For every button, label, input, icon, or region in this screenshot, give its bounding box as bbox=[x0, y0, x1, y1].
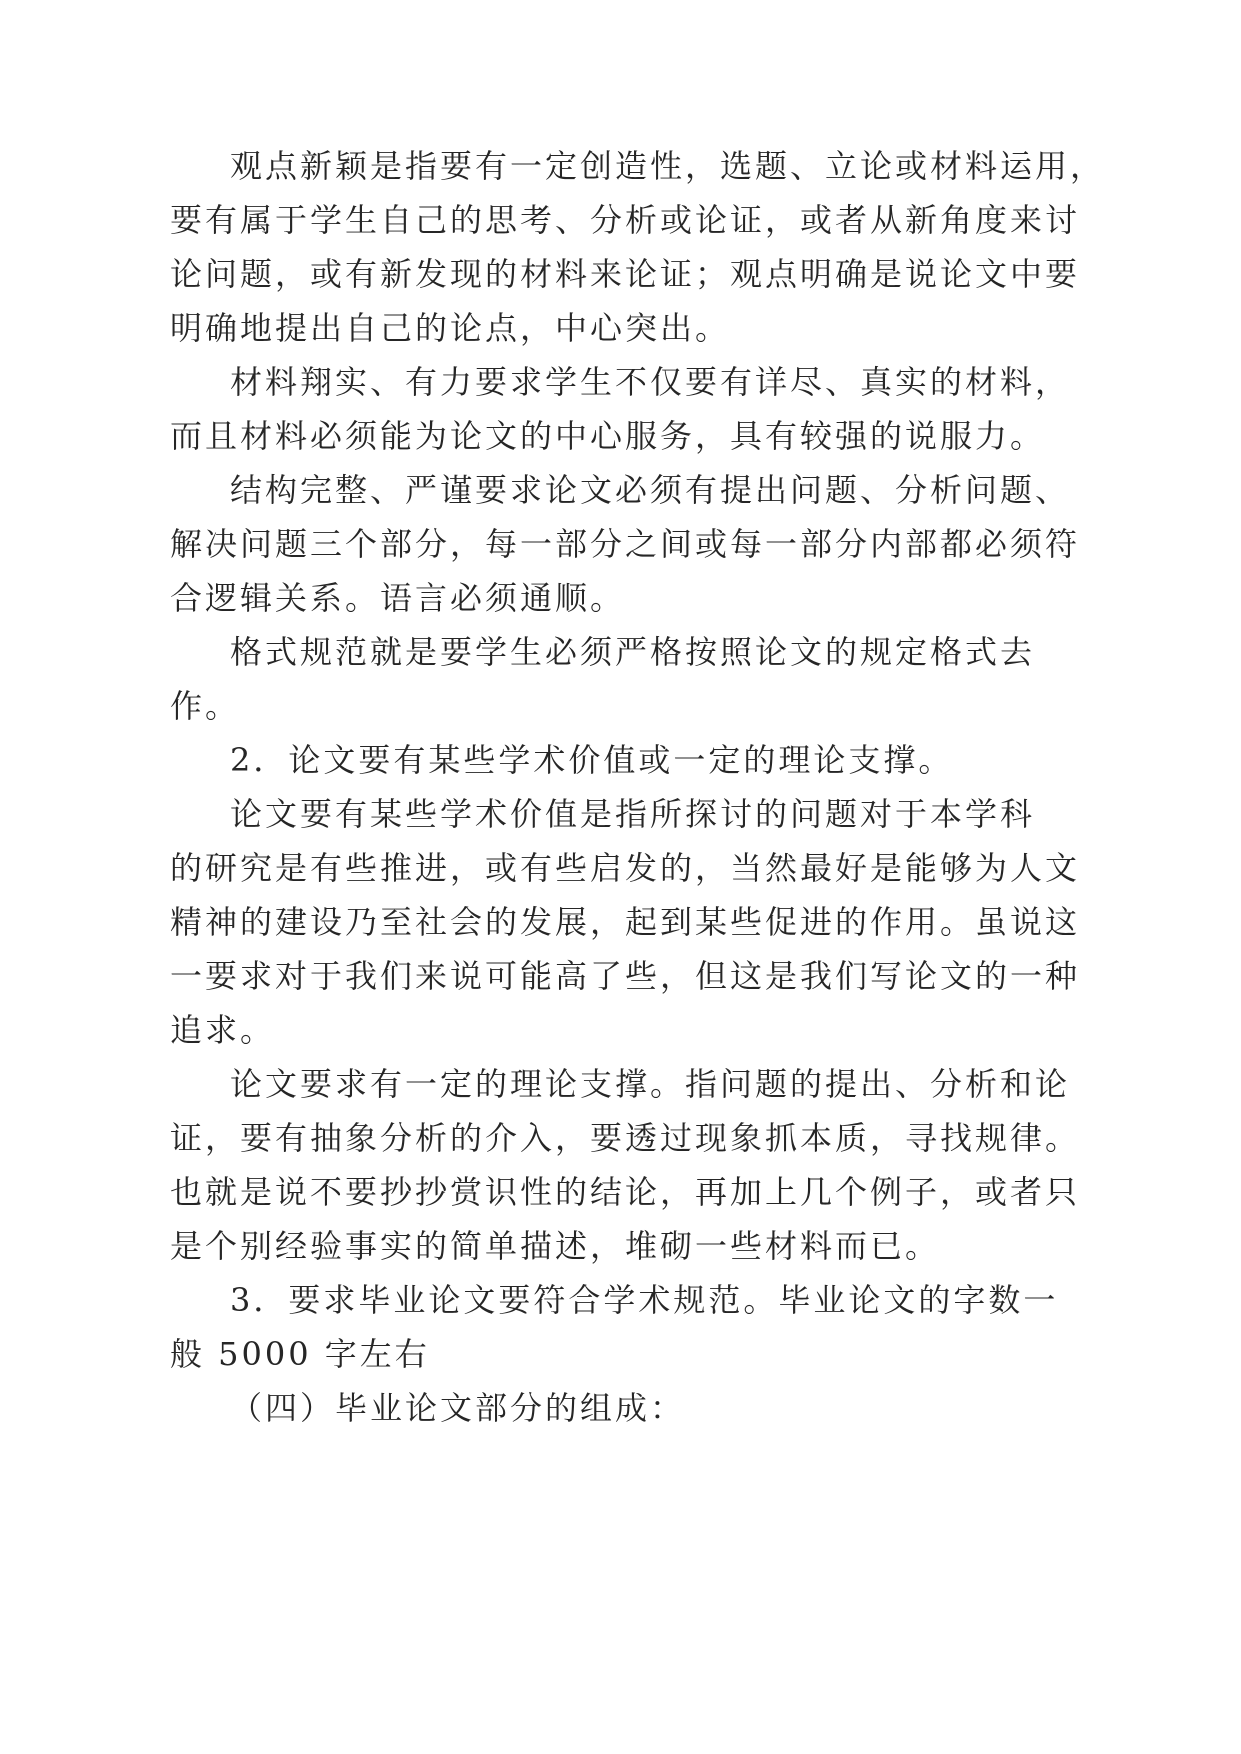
paragraph-line: 的研究是有些推进，或有些启发的，当然最好是能够为人文 bbox=[170, 849, 1081, 887]
paragraph-line: 材料翔实、有力要求学生不仅要有详尽、真实的材料， bbox=[230, 363, 1071, 401]
paragraph-line: 格式规范就是要学生必须严格按照论文的规定格式去 bbox=[230, 633, 1036, 671]
section-heading: 3．要求毕业论文要符合学术规范。毕业论文的字数一 bbox=[230, 1281, 1059, 1319]
paragraph-line: 是个别经验事实的简单描述，堆砌一些材料而已。 bbox=[170, 1227, 941, 1265]
paragraph-line: 论文要求有一定的理论支撑。指问题的提出、分析和论 bbox=[230, 1065, 1071, 1103]
section-heading: （四）毕业论文部分的组成： bbox=[230, 1389, 686, 1427]
paragraph-line: 而且材料必须能为论文的中心服务，具有较强的说服力。 bbox=[170, 417, 1046, 455]
paragraph-line: 一要求对于我们来说可能高了些，但这是我们写论文的一种 bbox=[170, 957, 1081, 995]
paragraph-line: 观点新颖是指要有一定创造性，选题、立论或材料运用， bbox=[230, 147, 1106, 185]
section-heading: 2．论文要有某些学术价值或一定的理论支撑。 bbox=[230, 741, 954, 779]
paragraph-line: 结构完整、严谨要求论文必须有提出问题、分析问题、 bbox=[230, 471, 1071, 509]
paragraph-line: 明确地提出自己的论点，中心突出。 bbox=[170, 309, 731, 347]
paragraph-line: 论问题，或有新发现的材料来论证；观点明确是说论文中要 bbox=[170, 255, 1081, 293]
paragraph-line: 追求。 bbox=[170, 1011, 276, 1049]
paragraph-line: 作。 bbox=[170, 687, 241, 725]
paragraph-line: 般 5000 字左右 bbox=[170, 1335, 430, 1373]
paragraph-line: 也就是说不要抄抄赏识性的结论，再加上几个例子，或者只 bbox=[170, 1173, 1081, 1211]
paragraph-line: 精神的建设乃至社会的发展，起到某些促进的作用。虽说这 bbox=[170, 903, 1081, 941]
paragraph-line: 解决问题三个部分，每一部分之间或每一部分内部都必须符 bbox=[170, 525, 1081, 563]
paragraph-line: 要有属于学生自己的思考、分析或论证，或者从新角度来讨 bbox=[170, 201, 1081, 239]
paragraph-line: 论文要有某些学术价值是指所探讨的问题对于本学科 bbox=[230, 795, 1036, 833]
paragraph-line: 证，要有抽象分析的介入，要透过现象抓本质，寻找规律。 bbox=[170, 1119, 1081, 1157]
paragraph-line: 合逻辑关系。语言必须通顺。 bbox=[170, 579, 626, 617]
